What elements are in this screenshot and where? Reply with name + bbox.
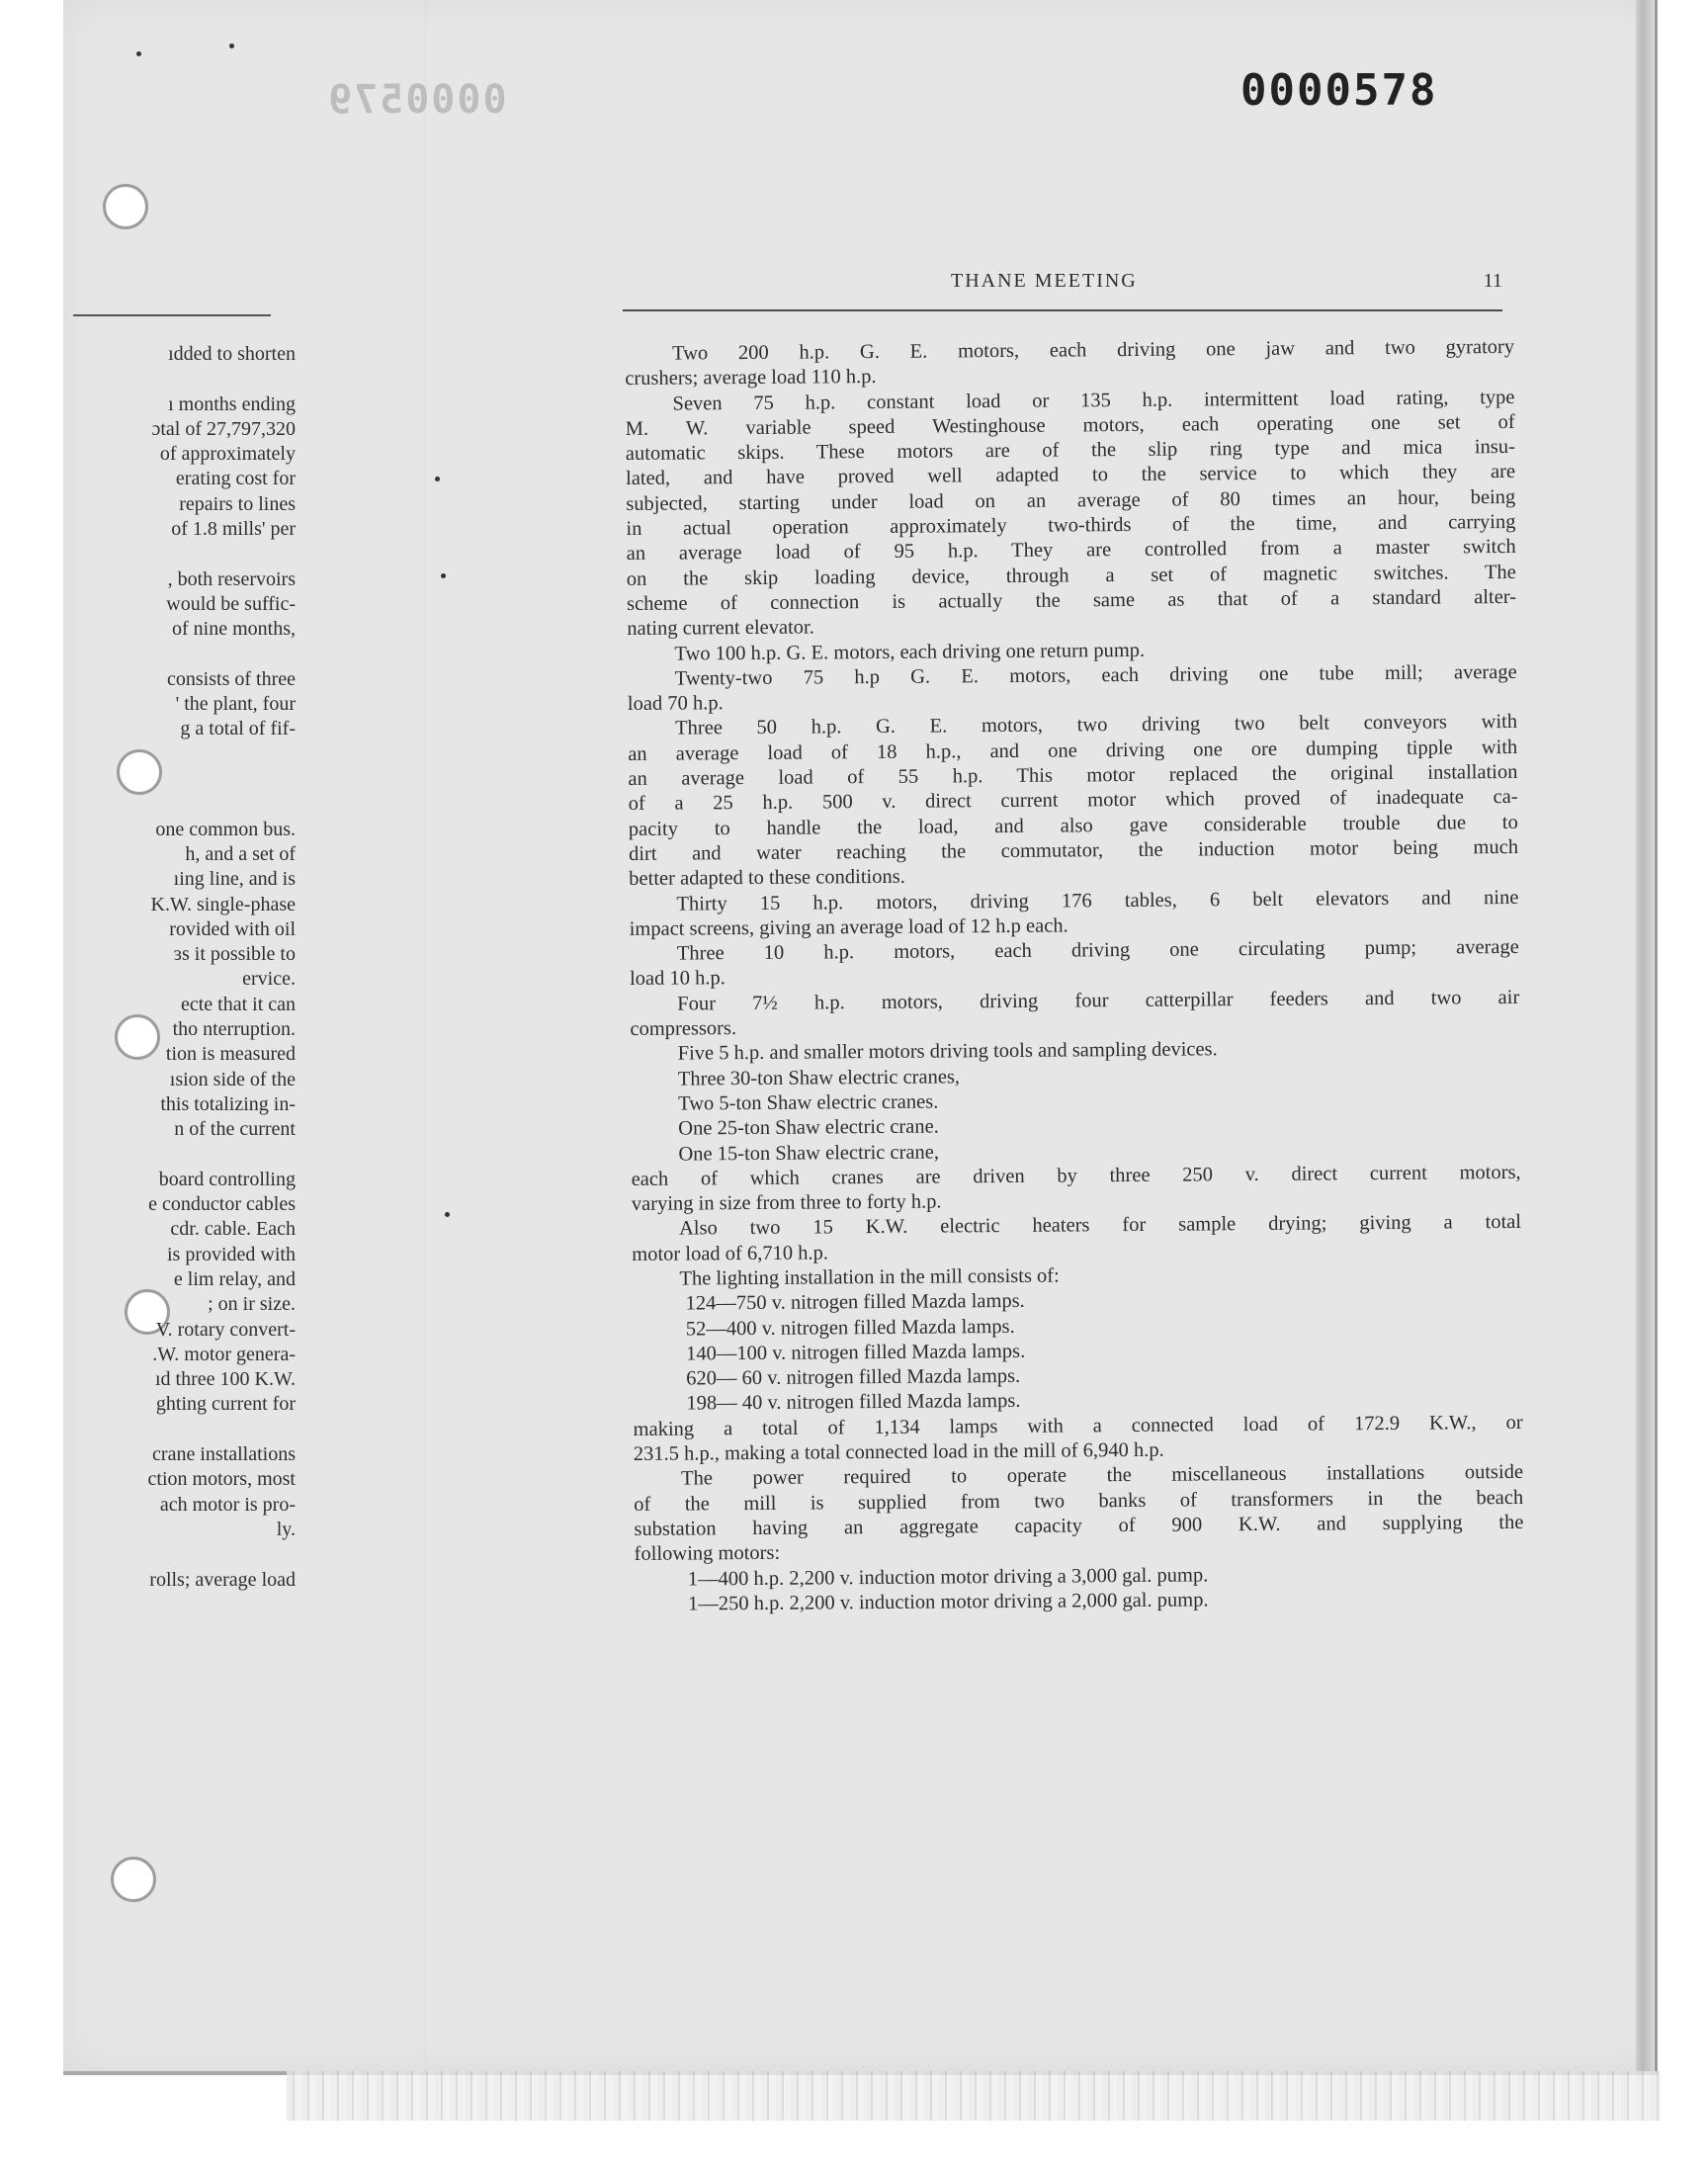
text-line: One 25-ton Shaw electric crane. [678,1115,939,1140]
left-fragment-line: tho nterruption. [172,1018,296,1041]
left-fragment-line: ach motor is pro- [159,1493,296,1516]
left-fragment-line: ghting current for [155,1393,296,1416]
scan-speck [136,51,141,56]
left-fragment-line: is provided with [167,1243,296,1265]
page-header [623,270,1502,300]
text-line: load 70 h.p. [627,692,724,716]
left-fragment-line: K.W. single-phase [150,893,296,915]
text-line: of a 25 h.p. 500 v. direct current motor which proved of inadequate ca- [628,786,1518,816]
text-line: 198— 40 v. nitrogen filled Mazda lamps. [686,1390,1021,1416]
left-fragment-line: ıing line, and is [173,868,296,891]
left-fragment-line: of approximately [159,443,296,466]
text-line: substation having an aggregate capacity of 900 K.W. and supplying the [634,1511,1524,1540]
left-fragment-line: would be suffic- [166,592,296,615]
left-fragment-line [73,767,296,792]
text-line: Two 5-ton Shaw electric cranes. [677,1090,939,1115]
page-fold [425,0,426,2071]
text-line: automatic skips. These motors are of the slip ring type and mica insu- [625,436,1515,466]
text-line: Thirty 15 h.p. motors, driving 176 tables, 6 belt elevators and nine [676,886,1519,915]
left-fragment-line: ıd three 100 K.W. [154,1368,296,1391]
text-line: scheme of connection is actually the same as that of a standard alter- [626,585,1517,615]
running-head: THANE MEETING [951,270,1138,292]
punch-hole-bottom [111,1857,156,1902]
text-line: Two 100 h.p. G. E. motors, each driving one return pump. [674,639,1146,665]
left-fragment-line: ɜs it possible to [173,943,296,966]
text-line: impact screens, giving an average load of 12 h.p each. [629,914,1068,940]
left-fragment-line: of 1.8 mills' per [171,518,296,541]
header-rule [623,309,1502,311]
text-line: Three 30-ton Shaw electric cranes, [677,1065,961,1090]
left-fragment-line: ly. [276,1518,296,1540]
text-line: subjected, starting under load on an average of 80 times an hour, being [626,485,1516,515]
left-fragment-line: cdr. cable. Each [170,1218,296,1241]
text-line: The lighting installation in the mill consists of: [679,1264,1060,1290]
left-fragment-line: crane installations [152,1443,296,1466]
page-edge-shadow [1636,0,1654,2071]
left-fragment-line [73,367,296,392]
left-fragment-line: ı months ending [168,392,296,415]
text-line: M. W. variable speed Westinghouse motors, each operating one set of [625,410,1515,440]
left-fragment-line: board controlling [158,1168,296,1190]
text-line: an average load of 55 h.p. This motor replaced the original installation [628,760,1518,791]
left-fragment-line: V. rotary convert- [155,1318,296,1341]
left-fragment-line: ıdded to shorten [168,343,296,365]
left-fragment-line: , both reservoirs [167,567,296,590]
text-line: on the skip loading device, through a set of magnetic switches. The [626,561,1516,590]
punch-hole-top [103,184,148,229]
left-fragment-line: h, and a set of [185,842,296,865]
left-fragment-line [73,1143,296,1168]
left-fragment-line: erating cost for [175,468,296,490]
left-fragment-line: e lim relay, and [173,1267,296,1290]
text-line: Twenty-two 75 h.p G. E. motors, each driving one tube mill; average [674,660,1517,690]
left-fragment-line [73,1542,296,1567]
left-fragment-line [73,542,296,566]
text-line: Seven 75 h.p. constant load or 135 h.p. intermittent load rating, type [672,386,1515,415]
text-line: 231.5 h.p., making a total connected load in the mill of 6,940 h.p. [633,1438,1164,1466]
left-page-rule [73,314,271,316]
left-fragment-line: n of the current [174,1118,296,1141]
left-fragment-line: tion is measured [165,1043,296,1066]
left-fragment-line: ervice. [242,968,296,991]
text-line: 1—250 h.p. 2,200 v. induction motor driving a 2,000 gal. pump. [687,1589,1209,1615]
text-line: 140—100 v. nitrogen filled Mazda lamps. [685,1340,1026,1365]
left-fragment-line: g a total of fif- [180,718,296,740]
left-fragment-line: ısion side of the [169,1068,296,1090]
text-line: Also two 15 K.W. electric heaters for sample drying; giving a total [678,1211,1522,1240]
main-text-column [625,335,1524,1617]
text-line: better adapted to these conditions. [629,866,905,891]
text-line: 1—400 h.p. 2,200 v. induction motor driving a 3,000 gal. pump. [687,1563,1209,1591]
text-line: crushers; average load 110 h.p. [625,366,877,391]
left-fragment-line: one common bus. [155,818,296,840]
scan-speck [445,1212,450,1217]
left-fragment-line: ɔtal of 27,797,320 [151,417,296,440]
text-line: Three 50 h.p. G. E. motors, two driving two belt conveyors with [674,711,1518,740]
left-fragment-line [73,742,296,767]
text-line: One 15-ton Shaw electric crane, [678,1141,940,1166]
left-fragment-line: ecte that it can [180,993,296,1015]
bleed-through-number: 0000579 [326,77,507,123]
left-fragment-line: rovided with oil [169,917,296,940]
text-line: nating current elevator. [627,616,814,641]
left-fragment-line [73,1418,296,1442]
scan-speck [229,44,234,48]
text-line: an average load of 95 h.p. They are controlled from a master switch [626,536,1516,566]
text-line: 52—400 v. nitrogen filled Mazda lamps. [685,1315,1015,1341]
text-line: an average load of 18 h.p., and one driving one ore dumping tipple with [628,736,1518,765]
text-line: The power required to operate the miscellaneous installations outside [680,1461,1524,1490]
text-line: dirt and water reaching the commutator, the induction motor being much [628,835,1519,865]
text-line: each of which cranes are driven by three 250 v. direct current motors, [631,1161,1521,1190]
page-number: 11 [1483,270,1502,292]
scanner-artifact-strip [287,2071,1661,2121]
text-line: Two 200 h.p. G. E. motors, each driving one jaw and two gyratory [672,335,1515,365]
text-line: load 10 h.p. [629,967,726,991]
left-fragment-line: ' the plant, four [175,693,296,716]
left-fragment-line: consists of three [167,667,296,690]
text-line: making a total of 1,134 lamps with a connected load of 172.9 K.W., or [633,1411,1523,1440]
text-line: Four 7½ h.p. motors, driving four catterpillar feeders and two air [677,986,1520,1015]
text-line: of the mill is supplied from two banks of transformers in the beach [634,1486,1524,1516]
text-line: pacity to handle the load, and also gave considerable trouble due to [628,811,1518,840]
left-fragment-line: ; on ir size. [208,1293,296,1316]
text-line: Three 10 h.p. motors, each driving one circulating pump; average [676,936,1519,965]
scan-speck [441,573,446,578]
left-fragment-line [73,643,296,667]
text-line: 124—750 v. nitrogen filled Mazda lamps. [685,1290,1025,1315]
text-line: following motors: [634,1542,781,1566]
text-line: 620— 60 v. nitrogen filled Mazda lamps. [686,1365,1021,1390]
text-line: in actual operation approximately two-thirds of the time, and carrying [626,511,1516,541]
scan-speck [435,477,440,481]
left-fragment-line: e conductor cables [148,1193,296,1216]
text-line: compressors. [630,1017,737,1040]
text-line: Five 5 h.p. and smaller motors driving tools and sampling devices. [677,1038,1218,1065]
left-fragment-line: ction motors, most [147,1468,296,1491]
left-page-fragment-column [73,342,296,1593]
left-fragment-line [73,792,296,817]
text-line: lated, and have proved well adapted to the service to which they are [626,461,1516,490]
left-fragment-line: .W. motor genera- [152,1343,296,1365]
text-line: varying in size from three to forty h.p. [631,1190,942,1216]
document-control-number: 0000578 [1240,65,1438,116]
left-fragment-line: rolls; average load [149,1568,296,1591]
left-fragment-line: repairs to lines [179,492,296,515]
text-line: motor load of 6,710 h.p. [632,1242,829,1265]
left-fragment-line: this totalizing in- [160,1092,296,1115]
left-fragment-line: of nine months, [172,618,296,641]
